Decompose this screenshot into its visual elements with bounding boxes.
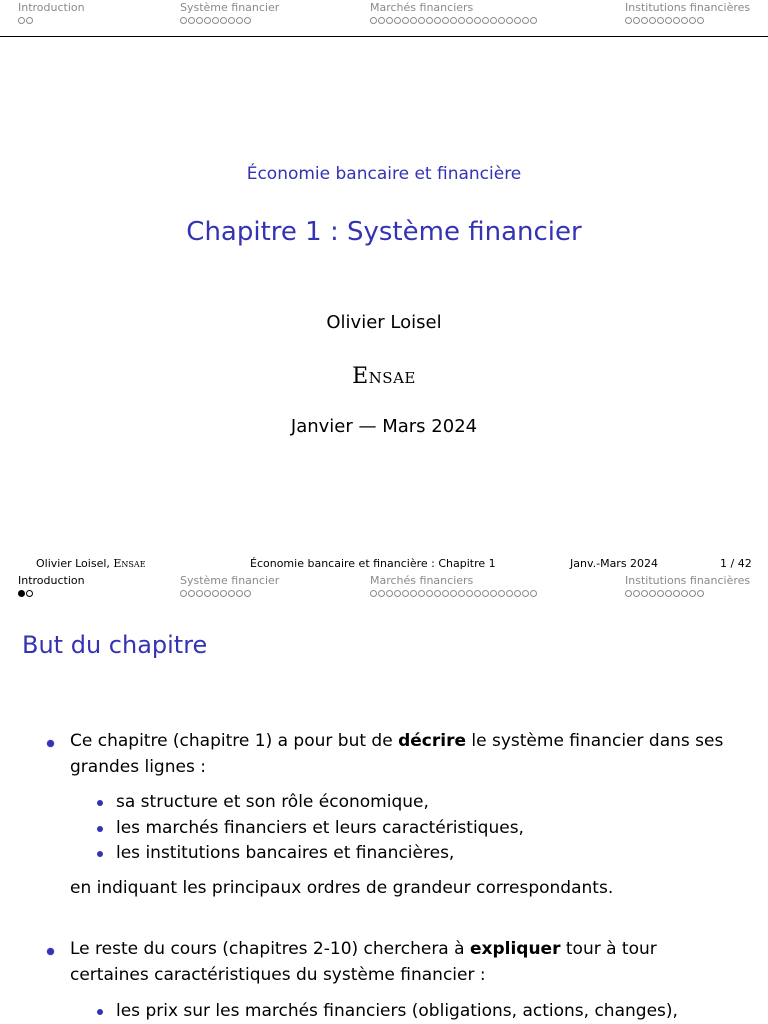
sub-bullet-icon	[97, 1009, 103, 1015]
nav-slide-dot[interactable]	[458, 17, 465, 24]
nav-slide-dot[interactable]	[426, 590, 433, 597]
nav-slide-dot[interactable]	[378, 17, 385, 24]
nav-slide-dot[interactable]	[386, 17, 393, 24]
nav-section-marches-financiers[interactable]	[370, 574, 538, 600]
bullet-icon	[47, 948, 54, 955]
nav-slide-dot[interactable]	[673, 17, 680, 24]
nav-section-dots[interactable]	[18, 17, 85, 27]
nav-slide-dot[interactable]	[681, 590, 688, 597]
nav-slide-dot[interactable]	[665, 17, 672, 24]
nav-slide-dot[interactable]	[657, 590, 664, 597]
list-item-text: Le reste du cours (chapitres 2-10) cherchera à	[70, 939, 470, 959]
list-item-text: tour à tour	[560, 939, 657, 959]
nav-section-label: Introduction	[18, 1, 85, 14]
nav-slide-dot[interactable]	[633, 17, 640, 24]
nav-slide-dot[interactable]	[402, 17, 409, 24]
nav-section-label: Institutions financières	[625, 1, 751, 14]
nav-slide-dot[interactable]	[474, 590, 481, 597]
list-item-line	[70, 936, 657, 962]
nav-slide-dot[interactable]	[180, 590, 187, 597]
footer-page-number: 1 / 42	[720, 557, 752, 570]
presentation-title: Chapitre 1 : Système financier	[186, 217, 582, 247]
nav-slide-dot[interactable]	[522, 17, 529, 24]
nav-section-institutions-financieres[interactable]	[625, 1, 750, 27]
list-item-text: Ce chapitre (chapitre 1) a pour but de	[70, 731, 399, 751]
nav-slide-dot[interactable]	[402, 590, 409, 597]
nav-slide-dot[interactable]	[641, 590, 648, 597]
section-navigation-bar	[0, 0, 768, 37]
nav-slide-dot[interactable]	[378, 590, 385, 597]
nav-slide-dot[interactable]	[498, 17, 505, 24]
nav-slide-dot[interactable]	[204, 17, 211, 24]
nav-section-label: Introduction	[18, 574, 85, 587]
presentation-institution: Ensae	[352, 364, 416, 389]
nav-section-label: Marchés financiers	[370, 1, 474, 14]
nav-slide-dot[interactable]	[442, 17, 449, 24]
nav-section-dots[interactable]	[370, 590, 538, 600]
nav-section-marches-financiers[interactable]	[370, 1, 538, 27]
list-item-line	[70, 728, 723, 754]
nav-section-systeme-financier[interactable]	[180, 574, 279, 600]
footer-author	[36, 555, 146, 572]
nav-slide-dot[interactable]	[228, 17, 235, 24]
sub-list-item: les prix sur les marchés financiers (obligations, actions, changes),	[116, 1001, 678, 1021]
nav-slide-dot[interactable]	[506, 590, 513, 597]
nav-slide-dot[interactable]	[418, 590, 425, 597]
nav-slide-dot[interactable]	[450, 590, 457, 597]
nav-slide-dot[interactable]	[204, 590, 211, 597]
nav-slide-dot[interactable]	[244, 590, 251, 597]
nav-slide-dot[interactable]	[434, 590, 441, 597]
presentation-date: Janvier — Mars 2024	[290, 416, 478, 437]
list-item-emphasis: expliquer	[469, 939, 561, 959]
nav-slide-dot[interactable]	[26, 590, 33, 597]
nav-slide-dot[interactable]	[196, 590, 203, 597]
sub-list-item: sa structure et son rôle économique,	[116, 792, 429, 812]
nav-slide-dot[interactable]	[180, 17, 187, 24]
nav-slide-dot[interactable]	[220, 17, 227, 24]
nav-section-institutions-financieres[interactable]	[625, 574, 750, 600]
nav-section-dots[interactable]	[625, 590, 750, 600]
list-item-line: grandes lignes :	[70, 757, 206, 777]
nav-slide-dot[interactable]	[625, 590, 632, 597]
nav-slide-dot[interactable]	[18, 17, 25, 24]
nav-slide-dot[interactable]	[506, 17, 513, 24]
nav-slide-dot[interactable]	[482, 590, 489, 597]
nav-slide-dot[interactable]	[689, 17, 696, 24]
frame-title: But du chapitre	[22, 631, 208, 659]
footer-author-name: Olivier Loisel,	[36, 557, 114, 570]
nav-slide-dot[interactable]	[26, 17, 33, 24]
nav-slide-dot[interactable]	[442, 590, 449, 597]
sub-bullet-icon	[97, 826, 103, 832]
list-item-text: le système financier dans ses	[466, 731, 724, 751]
nav-slide-dot[interactable]	[649, 17, 656, 24]
nav-slide-dot[interactable]	[410, 590, 417, 597]
nav-section-dots[interactable]	[180, 590, 279, 600]
nav-slide-dot[interactable]	[641, 17, 648, 24]
nav-slide-dot[interactable]	[466, 590, 473, 597]
nav-section-label: Institutions financières	[625, 574, 751, 587]
nav-section-dots[interactable]	[18, 590, 85, 600]
nav-slide-dot[interactable]	[228, 590, 235, 597]
slide-footline	[0, 555, 768, 572]
content-slide	[0, 573, 768, 1024]
sub-bullet-icon	[97, 800, 103, 806]
nav-slide-dot[interactable]	[418, 17, 425, 24]
presentation-author: Olivier Loisel	[326, 312, 442, 333]
nav-section-label: Système financier	[180, 1, 280, 14]
nav-slide-dot[interactable]	[490, 590, 497, 597]
section-navigation-bar	[0, 573, 768, 609]
nav-slide-dot[interactable]	[657, 17, 664, 24]
nav-slide-dot[interactable]	[370, 17, 377, 24]
nav-slide-dot[interactable]	[394, 590, 401, 597]
nav-current-slide-dot[interactable]	[18, 590, 25, 597]
footer-institution: Ensae	[113, 557, 146, 570]
sub-bullet-icon	[97, 851, 103, 857]
nav-section-introduction[interactable]	[18, 574, 85, 600]
nav-slide-dot[interactable]	[236, 17, 243, 24]
nav-slide-dot[interactable]	[490, 17, 497, 24]
nav-slide-dot[interactable]	[673, 590, 680, 597]
nav-slide-dot[interactable]	[665, 590, 672, 597]
nav-slide-dot[interactable]	[474, 17, 481, 24]
nav-slide-dot[interactable]	[196, 17, 203, 24]
nav-slide-dot[interactable]	[625, 17, 632, 24]
footer-short-title: Économie bancaire et financière : Chapitre 1	[250, 557, 496, 570]
nav-slide-dot[interactable]	[212, 17, 219, 24]
nav-slide-dot[interactable]	[434, 17, 441, 24]
sub-list-item: les institutions bancaires et financières,	[116, 843, 455, 863]
nav-slide-dot[interactable]	[697, 17, 704, 24]
nav-section-dots[interactable]	[180, 17, 279, 27]
nav-slide-dot[interactable]	[426, 17, 433, 24]
nav-section-dots[interactable]	[625, 17, 750, 27]
nav-slide-dot[interactable]	[236, 590, 243, 597]
nav-slide-dot[interactable]	[514, 590, 521, 597]
presentation-subtitle: Économie bancaire et financière	[246, 164, 522, 184]
nav-slide-dot[interactable]	[514, 17, 521, 24]
list-item-line: certaines caractéristiques du système financier :	[70, 965, 486, 985]
nav-slide-dot[interactable]	[466, 17, 473, 24]
nav-slide-dot[interactable]	[482, 17, 489, 24]
nav-section-systeme-financier[interactable]	[180, 1, 279, 27]
bullet-icon	[47, 740, 54, 747]
list-item-conclusion: en indiquant les principaux ordres de grandeur correspondants.	[70, 878, 614, 898]
nav-slide-dot[interactable]	[681, 17, 688, 24]
nav-section-introduction[interactable]	[18, 1, 85, 27]
nav-slide-dot[interactable]	[522, 590, 529, 597]
nav-slide-dot[interactable]	[394, 17, 401, 24]
nav-slide-dot[interactable]	[386, 590, 393, 597]
nav-slide-dot[interactable]	[458, 590, 465, 597]
nav-section-label: Marchés financiers	[370, 574, 474, 587]
nav-slide-dot[interactable]	[530, 17, 537, 24]
nav-slide-dot[interactable]	[530, 590, 537, 597]
nav-slide-dot[interactable]	[244, 17, 251, 24]
nav-slide-dot[interactable]	[188, 17, 195, 24]
nav-slide-dot[interactable]	[220, 590, 227, 597]
nav-slide-dot[interactable]	[633, 590, 640, 597]
nav-section-label: Système financier	[180, 574, 280, 587]
nav-slide-dot[interactable]	[689, 590, 696, 597]
nav-slide-dot[interactable]	[450, 17, 457, 24]
list-item-emphasis: décrire	[398, 731, 466, 751]
nav-slide-dot[interactable]	[370, 590, 377, 597]
nav-slide-dot[interactable]	[212, 590, 219, 597]
nav-slide-dot[interactable]	[697, 590, 704, 597]
sub-list-item: les marchés financiers et leurs caractéristiques,	[116, 818, 524, 838]
nav-slide-dot[interactable]	[188, 590, 195, 597]
nav-slide-dot[interactable]	[498, 590, 505, 597]
footer-short-date: Janv.-Mars 2024	[570, 557, 659, 570]
nav-slide-dot[interactable]	[649, 590, 656, 597]
nav-slide-dot[interactable]	[410, 17, 417, 24]
nav-section-dots[interactable]	[370, 17, 538, 27]
